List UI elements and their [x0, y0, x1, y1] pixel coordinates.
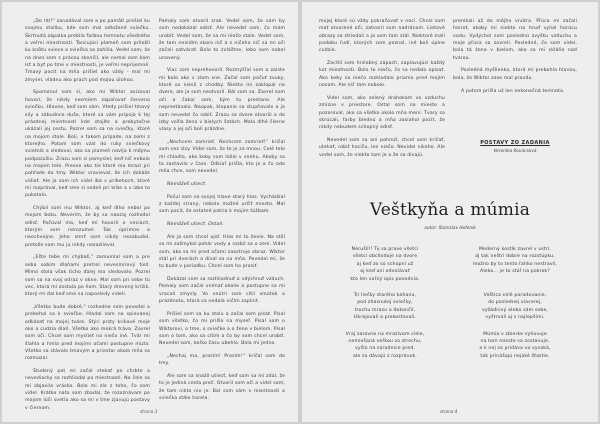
paragraph: Počul som vo svojej hlave starý hlas. Vychádzal z každej strany, nebolo možné určiť miesto. Mal som pocit, že ostatné patria k mojim túžbam. [159, 194, 285, 215]
poem-line: vyžádnivý alebo sám sebe, [481, 307, 549, 313]
paragraph: Ale ja som chcel ujsť. Hlas mi to ženie. Na stôl sa mi zošmykol pohár vody a rozbil sa o zem. Videl som, ako sa mi pred očami zaostruje obraz. Wiktor stál pri dverách a díval sa na mňa. Povedal mi, že to bude v poriadku. Chcel som ho prosiť. [159, 234, 285, 270]
paragraph: „Do rití!“ zanadával som a po pamäti prešiel ku svojmu stolíku, kde som mal odložené sviečku. Škrtnutá zápalka prebila farbou temnotu všedného a veľmi miestnosti. Tancujúci plameň som priložil ku knôtu sviece a sviečka sa zahlila. Vedel som, že na dnes som s prácou skončil, ale nemal som kam ísť a byť po tme v miestnosti, je veľmi nepríjemné. Tmavý pocit na mňa prišiel ako vždy - mal mi zmysel, vládnu ako prach pod mojou úlohou. [25, 19, 150, 83]
paragraph: mojej ktoré sú vždy pokračovať v noci. Chcel som mať otvorené oči, zatvoril som nadránom. Lietavé obrazy sa striedali a ja som tam stál. Niektoré mali podobu ľudí, ktorých som poznal, iné boli úplne cudzie. [319, 19, 445, 54]
paragraph: Videl som, ako zelený drahokam vo vzduchu zmizne v priestore. Ostal som na mieste a pozoroval, ako sa všetko okolo mňa mení. Tvary sa skrúcali, farby blednú a mňa zasiahol pocit, že nikdy nebudem schopný odísť. [319, 95, 445, 131]
paragraph: Študený pot mi začal stekať po chrbte a nevediacky sa rozhliadal po miestnosti. Na čele sa mi objavila vráska. Bolo mi zle z toho, čo som videl. Krátko nato som zbadal, že rozoznávam po mojom lúči svetla ako sa mi v tme zjavujú postavy v čiernom. [25, 369, 150, 411]
poem-line: Nerušil!! Tu sa prave všetci [351, 247, 419, 252]
poem-line: Múmia v zbierke vyhovuje [483, 331, 547, 337]
paragraph: Ale som sa snažil utiecť, keď som sa mi zdal, že to je jediná cesta preč. Otvoril som oči a videl som, že tam nikto nie je. Bol som sám v miestnosti a sviečka stále horela. [159, 374, 285, 402]
paragraph: Nemôžeš utiecť. Ostaň. [167, 222, 224, 228]
poem-line: Vraj zarovno na mrazivom ciele, [345, 331, 425, 337]
right-page-column-2 [453, 18, 577, 148]
paragraph: Spomenul som si, ako mi Wiktor avizoval hovorí, že nikdy nesmiem zapaľovať červenú sviečku. Hlavne, keď som sám. Vtedy prišiel tmavý sily a zábudnce duše, ktoré sa vám pripoja k tej prázdnej miestnosti kde stojíte a prebytočne ukázali jej cestu. Pozrel som sa na sviečky, ktoré na mojom stole. Boli, v takom prípade, na zemi z ktorejho. Potom som vzal do ruky sviečkový svietnik a sledoval, ako sa plameň navíja k môjmu podpazušiu. Zrazu som si pomyslel, keď nič nebolo na mojom tele. Presne ako tie ktoré ma mrazí pri pohľade do tmy. Wiktor vravieval, že ich dokáže vidieť. Ale ja som ich videl iba v príbehoch, ktoré mi rozprával, keď sme si sedeli pri krbe a v izbe to pukotalo. [25, 90, 150, 199]
poem-line: a k nej sa pridáva vo vysoká, [479, 346, 551, 352]
poem-line: aj keď ani odvolávať [360, 269, 410, 275]
poem-line: do poslednej viacerej, [488, 300, 542, 306]
paragraph: Zacítil som hnilobný zápach, zaplavujúci každý kút miestnosti. Bolo to niečo, čo sa nedalo opísať. Ako keby sa niečo rozkladalo priamo pred mojím nosom. Ale nič tam nebolo. [319, 61, 445, 89]
poem-line: aj keď zo sú schopní už [356, 261, 414, 267]
paragraph: „Ešte tebe mi chýbaš,“ zamumlal som a pre seba sobím dlaňami pretrel nevesmírový tiež. Mimo stola však ticho ďalej ma sledovalo. Pozrel som sa na svoj odraz v okne. Mal som pri sebe tú vec, ktorá mi zostala po ňom. Starý drevený krížik, ktorý mi dal keď sme sa naposledy videli. [25, 255, 150, 298]
paragraph: Pamaly som otvoril zrak. Vedel som, že sám by som nedokázal odísť. Ale nevedel som, čo mám urobiť. Vedel som, že sa mi niečo stalo. Vedel som, že tam nevidím skoro nič a z ničoho nič sa mi oči začali zatvárať. Bolo to zvláštne, lebo som nebol unavený. [159, 19, 285, 61]
poem-line: aj tak neštri dobre na rozstúpku, [475, 254, 555, 260]
paragraph: prenikali až do môjho vnútra. Pľúca mi začali horieť, akoby mi niekto na hruď vylial horúcu vodu. Vydýchol som poslednú zvyšku vzduchu a moje pľúca sa zovreli. Posledné, čo som videl, bola tá žena v bielom, ako sa mi skláňa nad tvárou. [453, 19, 577, 61]
paragraph: Chýbil som mu Wiktor, aj keď dlho nebol po mojom boku. Neverím, že by sa naozaj rozhodol odísť. Počúval ma, keď mi hovoril o veciach, ktorým som nerozumel. Tak úprimne a neochvejne. Jeho smrť som nikdy nezabudol, pretože som mu ju nikdy nezazlieval. [25, 206, 150, 248]
story-author: autor: Stanislav Hofenik [424, 226, 476, 231]
poem-stanza [330, 246, 440, 283]
poem-line: trochu mrazu a dokončil, [354, 307, 416, 313]
paragraph: A potom prišla už len nekonečná temnota. [461, 88, 565, 94]
poem-stanza [460, 331, 570, 361]
poem-line: Ukrajovali a prekostovali. [354, 315, 416, 321]
poem-line: všetci obchoduje na dvore [352, 254, 418, 260]
poem-line: Tri liečky starého kahanu, [353, 293, 417, 299]
poem-line: na tom mieste sa zostavuje, [480, 339, 550, 345]
poem-line: vyštrvali aj s najlepšími. [485, 315, 545, 321]
paragraph: „Nechcem zomrieť. Nechcem zomrieť!“ kričal som cez slzy. Videl som, že to je za mnou. Celé telo mi chladlo, ako keby som ležal v snehu. Akoby sa to zastavilo v čase. Odkiaľ prišla, kto je a čo odo mňa chce, som nevedel. [159, 139, 285, 175]
poem-line: vyšlo na súradnice pred, [355, 346, 415, 352]
note-heading: POSTAVY ZO ZADANIA [480, 140, 550, 146]
poem-stanza [330, 331, 440, 361]
note-author: Veronika Kovácsová [493, 149, 537, 154]
poem-line: tak prinášajú nejaké šťastie. [480, 353, 550, 359]
paragraph: Viac som neprehovoril. Rozmýšľal som a zaiste mi bolo ako v zlom sne. Začal som počuť zvuky, ktoré sa niesli z chodby. Niekto mi zaklopal na dvere, ale ja som neotvoril. Bál som sa. Zavrel som oči a čakal som, kým to prestane. Ale neprestávalo. Naopak, klopanie sa stupňovalo a ja som nevedel čo robiť. Zrazu sa dvere otvorili a do izby vošla žena v bielych šatách. Mala dlhé čierne vlasy a jej oči boli prázdne. [159, 68, 285, 133]
poem-line: Aleko... je to stáľ na pokrok? [480, 269, 550, 275]
paragraph: „Nechaj ma, prosím! Prosím!“ kričal som do tmy. [159, 353, 285, 367]
paragraph: Nemôžeš utiecť. [167, 182, 207, 188]
paragraph: Nevedel som sa ani pohnúť, chcel som kričať, utekať, robiť hocičo, len niečo. Nevidel nikoho. Ale vedel som, že niekto tam je a že sa dívajú. [319, 137, 445, 158]
magazine-spread [2, 2, 598, 422]
left-page-column-2 [159, 18, 285, 404]
poem-line: kto len voľný opis povodnia. [350, 276, 420, 282]
note-block [453, 140, 577, 154]
poem-line: nemiešaná veľkou zo strechu, [348, 339, 422, 345]
poem [330, 246, 570, 360]
right-page-column-1 [319, 18, 445, 198]
poem-stanza [460, 292, 570, 322]
right-page [302, 2, 598, 422]
poem-line: Veštica celé poradovanie, [483, 293, 547, 299]
poem-stanza [460, 246, 570, 283]
paragraph: Prišiel som sa ku stolu a začal som písať. Písal som všetko, čo mi prišlo na myseľ. Písal som o Wiktorovi, o tme, o sviečke a o žene v bielom. Písal som o tom, ako sa cítim a čo by som chcel urobiť. Nevedel som, koľko času ubehlo. Bolo mi jedno. [159, 311, 285, 347]
paragraph: Dokázal som sa rozhliadnuť a vdýchnuť vzduch. Pomaly som začal vnímať okolie a postupne sa mi vracali zmysly. Vo vnútri som cítil smútok a prázdnotu, ktorá sa nedala ničím zaplniť. [159, 277, 285, 305]
story-title: Veštkyňa a múmia [369, 200, 531, 220]
paragraph: Posledná myšlienka, ktorá mi prebehla hlavou, bola, že Wiktor zase mal pravdu. [453, 68, 577, 81]
page-number-right: strana 4 [440, 409, 458, 414]
poem-line: Mederný kostík zavrel v ustrí, [478, 247, 552, 252]
paragraph: „Všetko bude dobré,“ rozhodne som povedal a prebehol sa k sviečke. Hladal som na spievanej odkázať na mojej tváre. Stýri prsty krikavé moje oko a cudzia dlaň. Všetko ako mokrá tráva. Zavrel som oči. Chcel som myslieť na niečo iné. Tvár mi šlahla a hmla pred mojimi očami postupne mizla. Všetko sa stávalo tmavým a priestor okolo mňa sa rozmazal. [25, 304, 150, 362]
poem-stanza [330, 292, 440, 322]
left-page [2, 2, 298, 422]
poem-line: možno by to tento ľahko nestravil, [472, 261, 558, 267]
left-page-column-1 [25, 18, 150, 411]
page-number-left: strana 3 [140, 409, 158, 414]
poem-line: ale sa dávajú z rozprávok. [352, 353, 417, 359]
poem-line: pod zhasnutej sviečky, [357, 300, 413, 306]
